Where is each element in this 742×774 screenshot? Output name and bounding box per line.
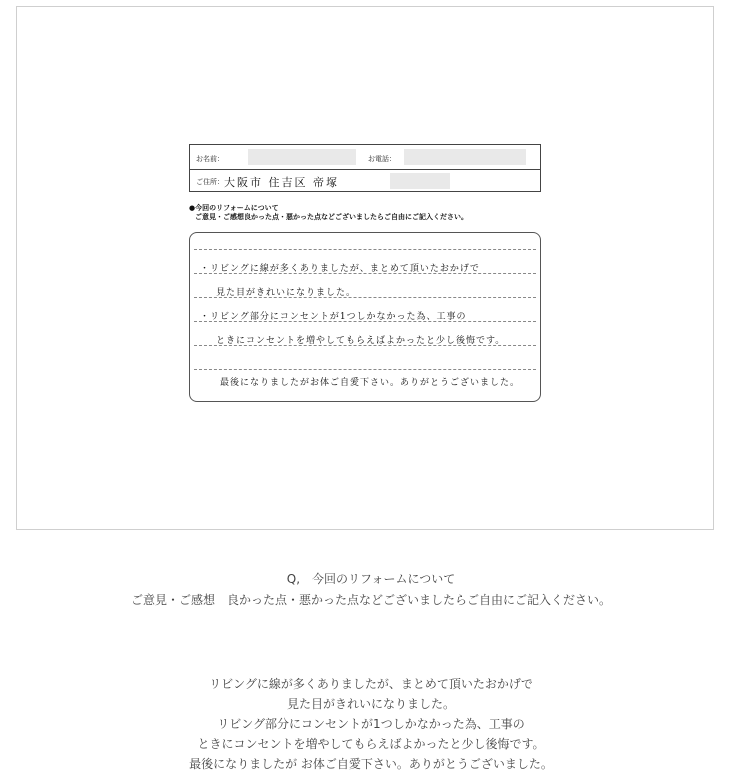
scanned-card-frame <box>16 6 714 530</box>
ruled-line <box>194 249 536 250</box>
handwritten-line: 最後になりましたがお体ご自愛下さい。ありがとうございました。 <box>220 378 521 388</box>
info-divider <box>190 169 540 170</box>
customer-info-box <box>189 144 541 192</box>
answer-line: リビング部分にコンセントが1つしかなかった為、工事の <box>217 717 525 731</box>
question-caption-line1: Q, 今回のリフォームについて <box>286 572 456 586</box>
ruled-line <box>194 369 536 370</box>
handwritten-answer-box <box>189 232 541 402</box>
handwritten-line: ・リビングに線が多くありましたが、まとめて頂いたおかげで <box>200 264 480 274</box>
card-question <box>189 204 468 222</box>
name-redaction <box>248 149 356 165</box>
answer-line: ときにコンセントを増やしてもらえばよかったと少し後悔です。 <box>197 737 545 751</box>
handwritten-line: ・リビング部分にコンセントが1つしかなかった為、工事の <box>200 312 467 322</box>
card-question-line2: ご意見・ご感想良かった点・悪かった点などございましたらご自由にご記入ください。 <box>195 213 468 221</box>
phone-redaction <box>404 149 526 165</box>
address-handwritten: 大阪市 住吉区 帝塚 <box>224 176 339 189</box>
phone-label: お電話： <box>368 155 396 163</box>
name-label: お名前： <box>196 155 224 163</box>
answer-transcription <box>0 674 742 774</box>
answer-line: 見た目がきれいになりました。 <box>286 697 455 711</box>
card-question-line1: ●今回のリフォームについて <box>189 204 279 212</box>
address-redaction <box>390 173 450 189</box>
answer-line: リビングに線が多くありましたが、まとめて頂いたおかげで <box>209 677 533 691</box>
answer-line: 最後になりましたが お体ご自愛下さい。ありがとうございました。 <box>189 757 553 771</box>
question-caption <box>0 569 742 611</box>
handwritten-line: ときにコンセントを増やしてもらえばよかったと少し後悔です。 <box>216 336 506 346</box>
address-label: ご住所： <box>196 178 224 186</box>
question-caption-line2: ご意見・ご感想 良かった点・悪かった点などございましたらご自由にご記入ください。 <box>130 593 611 607</box>
questionnaire-card <box>189 144 545 404</box>
handwritten-line: 見た目がきれいになりました。 <box>216 288 357 298</box>
